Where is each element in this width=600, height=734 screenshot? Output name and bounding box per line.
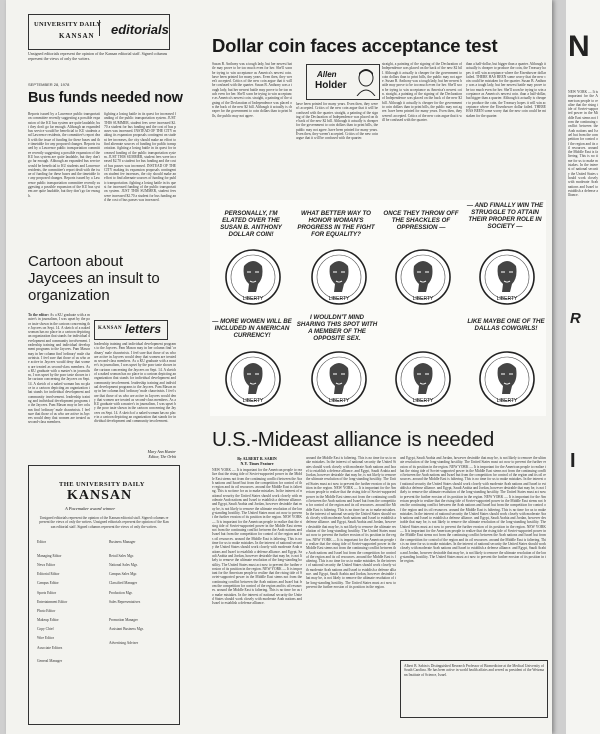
adjacent-headline-fragment-2: R	[570, 310, 581, 327]
main-article-headline: Dollar coin faces acceptance test	[212, 35, 498, 56]
staff-box	[28, 465, 180, 725]
mideast-column-2: around the Middle East is faltering. This is no time for us to make mistakes. In the interest of national security the United States should work closely with moderate Arab nations and Israel to establish a defense alliance. and Egypt, Saudi Arabia and Jordan, however desirable that may be, is not likely to remove the ultimate resolution of the long-standing hostility. The United States must act now to prevent the further erosion of its position in the region. NEW YORK — It is important for the American people to realize that the rising tide of Soviet-supported power in the Middle East stems not from the continuing conflict between the Arab nations and Israel but from the competition for control of the region and its oil resources. around the Middle East is faltering. This is no time for us to make mistakes. In the interest of national security the United States should work closely with moderate Arab nations and Israel to establish a defense alliance. and Egypt, Saudi Arabia and Jordan, however desirable that may be, is not likely to remove the ultimate resolution of the long-standing hostility. The United States must act now to prevent the further erosion of its position in the region. NEW YORK — It is important for the American people to realize that the rising tide of Soviet-supported power in the Middle East stems not from the continuing conflict between the Arab nations and Israel but from the competition for control of the region and its oil resources. around the Middle East is faltering. This is no time for us to make mistakes. In the interest of national security the United States should work closely with moderate Arab nations and Israel to establish a defense alliance. and Egypt, Saudi Arabia and Jordan, however desirable that may be, is not likely to remove the ultimate resolution of the long-standing hostility. The United States must act now to prevent the further erosion of its position in the region.	[306, 456, 396, 589]
staff-box-tagline: A Pacemaker award winner	[65, 506, 116, 511]
letters-body-column-1: To the editor: As a KU graduate with a master's in journalism, I was upset by the poor taste shown in the cartoon concerning the Jaycees on Sept. 14. A sketch of a naked woman has no place in a cartoon depicting an organization that stands for individual development and community involvement. leadership training and individual development programs to the Jaycees. Pam Mason may in her column find 'ordinary' male chauvinists. I feel sure that those of us who are active in Jaycees would deny that women are treated as second-class members. As a KU graduate with a master's in journalism, I was upset by the poor taste shown in the cartoon concerning the Jaycees on Sept. 14. A sketch of a naked woman has no place in a cartoon depicting an organization that stands for individual development and community involvement. leadership training and individual development programs to the Jaycees. Pam Mason may in her column find 'ordinary' male chauvinists. I feel sure that those of us who are active in Jaycees would deny that women are treated as second-class members.	[28, 313, 90, 425]
letters-label-box	[94, 320, 168, 340]
cartoon-caption-1: PERSONALLY, I'M ELATED OVER THE SUSAN B. ANTHONY DOLLAR COIN!	[220, 210, 282, 238]
svg-text:LIBERTY: LIBERTY	[412, 398, 434, 404]
editorial-masthead	[28, 14, 170, 50]
editorial-disclaimer: Unsigned editorials represent the opinion of the Kansan editorial staff. Signed columns represent the views of only the writers.	[28, 51, 168, 61]
staff-box-state: KANSAN	[67, 488, 133, 503]
coin-portrait-icon	[308, 350, 370, 408]
mideast-byline	[212, 456, 302, 466]
staff-box-paper: THE UNIVERSITY DAILY	[59, 481, 145, 488]
letters-box-label: letters	[125, 322, 162, 336]
coin-portrait-icon	[308, 248, 370, 306]
mideast-column-1: NEW YORK — It is important for the American people to realize that the rising tide of Soviet-supported power in the Middle East stems not from the continuing conflict between the Arab nations and Israel but from the competition for control of the region and its oil resources. around the Middle East is faltering. This is no time for us to make mistakes. In the interest of national security the United States should work closely with moderate Arab nations and Israel to establish a defense alliance. and Egypt, Saudi Arabia and Jordan, however desirable that may be, is not likely to remove the ultimate resolution of the long-standing hostility. The United States must act now to prevent the further erosion of its position in the region. NEW YORK — It is important for the American people to realize that the rising tide of Soviet-supported power in the Middle East stems not from the continuing conflict between the Arab nations and Israel but from the competition for control of the region and its oil resources. around the Middle East is faltering. This is no time for us to make mistakes. In the interest of national security the United States should work closely with moderate Arab nations and Israel to establish a defense alliance. and Egypt, Saudi Arabia and Jordan, however desirable that may be, is not likely to remove the ultimate resolution of the long-standing hostility. The United States must act now to prevent the further erosion of its position in the region. NEW YORK — It is important for the American people to realize that the rising tide of Soviet-supported power in the Middle East stems not from the continuing conflict between the Arab nations and Israel but from the competition for control of the region and its oil resources. around the Middle East is faltering. This is no time for us to make mistakes. In the interest of national security the United States should work closely with moderate Arab nations and Israel to establish a defense alliance.	[212, 468, 302, 606]
letters-box-paper: KANSAN	[98, 326, 123, 331]
letters-body-column-2: leadership training and individual development programs to the Jaycees. Pam Mason may in her column find 'ordinary' male chauvinists. I feel sure that those of us who are active in Jaycees would deny that women are treated as second-class members. As a KU graduate with a master's in journalism, I was upset by the poor taste shown in the cartoon concerning the Jaycees on Sept. 14. A sketch of a naked woman has no place in a cartoon depicting an organization that stands for individual development and community involvement. leadership training and individual development programs to the Jaycees. Pam Mason may in her column find 'ordinary' male chauvinists. I feel sure that those of us who are active in Jaycees would deny that women are treated as second-class members. As a KU graduate with a master's in journalism, I was upset by the poor taste shown in the cartoon concerning the Jaycees on Sept. 14. A sketch of a naked woman has no place in a cartoon depicting an organization that stands for individual development and community involvement.	[94, 342, 176, 424]
letter-signature-name: Mary Ann Hunter	[147, 449, 176, 454]
editorial-body-column-2: fighting a losing battle in its quest for increased funding of the public transportation system. JUST THIS SUMMER, student fees were increased $2.70 a student for bus funding and the cost of bus passes was increased. INSTEAD OF THE CITY making its expansion proposals contingent on student fee increases, the city should make an effort to find alternate sources of funding for public transportation. fighting a losing battle in its quest for increased funding of the public transportation system. JUST THIS SUMMER, student fees were increased $2.70 a student for bus funding and the cost of bus passes was increased. INSTEAD OF THE CITY making its expansion proposals contingent on student fee increases, the city should make an effort to find alternate sources of funding for public transportation. fighting a losing battle in its quest for increased funding of the public transportation system. JUST THIS SUMMER, student fees were increased $2.70 a student for bus funding and the cost of bus passes was increased.	[104, 112, 176, 202]
editorial-body-column-1: Reports issued by a Lawrence public transportation committee recently suggesting a possible expansion of the KU bus system are quite laudable, but they don't go far enough. Although an expanded bus service would be beneficial to KU students and Lawrence residents, the committee's report dealt with the issue of funding for these buses and the timetable for any proposed changes. Reports issued by a Lawrence public transportation committee recently suggesting a possible expansion of the KU bus system are quite laudable, but they don't go far enough. Although an expanded bus service would be beneficial to KU students and Lawrence residents, the committee's report dealt with the issue of funding for these buses and the timetable for any proposed changes. Reports issued by a Lawrence public transportation committee recently suggesting a possible expansion of the KU bus system are quite laudable, but they don't go far enough.	[28, 112, 100, 198]
cartoon-caption-2: WHAT BETTER WAY TO HONOR WOMAN'S PROGRESS IN THE FIGHT FOR EQUALITY?	[297, 210, 375, 238]
masthead-state: KANSAN	[59, 32, 95, 40]
main-article-column-2: have been printed for many years. Even then, they weren't accepted. Critics of the new coin argue that it will be confused with the quarter. straight, a painting of the signing of the Declaration of Independence was placed on the back of the new $2 bill. Although it actually is cheaper for the government to coin dollars than to print bills, the public may not agree. have been printed for many years. Even then, they weren't accepted. Critics of the new coin argue that it will be confused with the quarter.	[296, 102, 378, 141]
coin-portrait-icon	[222, 350, 284, 408]
mideast-byline-source: N.Y. Times Feature	[240, 461, 274, 466]
mideast-column-3: and Egypt, Saudi Arabia and Jordan, however desirable that may be, is not likely to remove the ultimate resolution of the long-standing hostility. The United States must act now to prevent the further erosion of its position in the region. NEW YORK — It is important for the American people to realize that the rising tide of Soviet-supported power in the Middle East stems not from the continuing conflict between the Arab nations and Israel but from the competition for control of the region and its oil resources. around the Middle East is faltering. This is no time for us to make mistakes. In the interest of national security the United States should work closely with moderate Arab nations and Israel to establish a defense alliance. and Egypt, Saudi Arabia and Jordan, however desirable that may be, is not likely to remove the ultimate resolution of the long-standing hostility. The United States must act now to prevent the further erosion of its position in the region. NEW YORK — It is important for the American people to realize that the rising tide of Soviet-supported power in the Middle East stems not from the continuing conflict between the Arab nations and Israel but from the competition for control of the region and its oil resources. around the Middle East is faltering. This is no time for us to make mistakes. In the interest of national security the United States should work closely with moderate Arab nations and Israel to establish a defense alliance. and Egypt, Saudi Arabia and Jordan, however desirable that may be, is not likely to remove the ultimate resolution of the long-standing hostility. The United States must act now to prevent the further erosion of its position in the region. NEW YORK — It is important for the American people to realize that the rising tide of Soviet-supported power in the Middle East stems not from the continuing conflict between the Arab nations and Israel but from the competition for control of the region and its oil resources. around the Middle East is faltering. This is no time for us to make mistakes. In the interest of national security the United States should work closely with moderate Arab nations and Israel to establish a defense alliance. and Egypt, Saudi Arabia and Jordan, however desirable that may be, is not likely to remove the ultimate resolution of the long-standing hostility. The United States must act now to prevent the further erosion of its position in the region.	[400, 456, 546, 564]
cartoon-caption-4: — AND FINALLY WIN THE STRUGGLE TO ATTAIN THEIR PROPER ROLE IN SOCIETY —	[466, 202, 544, 230]
svg-text:LIBERTY: LIBERTY	[412, 296, 434, 302]
column-logo-allen-holder	[306, 64, 380, 100]
columnist-portrait-icon	[355, 68, 377, 96]
staff-left-column: Editor Managing Editor News Editor Editorial Editor Campus Editor Sports Editor Entertainment Editor Photo Editor Makeup Editor Copy Chief Wire Editor Associate Editors General Manager	[37, 540, 68, 664]
author-bio-box	[400, 660, 548, 718]
mideast-headline: U.S.-Mideast alliance is needed	[212, 428, 495, 451]
columnist-first-name: Allen	[317, 70, 337, 79]
cartoon-caption-3: ONCE THEY THROW OFF THE SHACKLES OF OPPRESSION —	[383, 210, 459, 231]
letter-signature-title: Editor, The Orbit	[148, 454, 176, 459]
cartoon-caption-5: — MORE WOMEN WILL BE INCLUDED IN AMERICAN CURRENCY!	[212, 318, 292, 339]
masthead-paper-name: UNIVERSITY DAILY	[34, 21, 102, 28]
svg-text:LIBERTY: LIBERTY	[328, 398, 350, 404]
staff-right-column: Business Manager Retail Sales Mgr. National Sales Mgr. Campus Sales Mgr. Classified Manager Production Mgr. Sales Representatives Promotion Manager Assistant Business Mgr. Advertising Adviser	[109, 540, 144, 646]
svg-text:LIBERTY: LIBERTY	[242, 296, 264, 302]
adjacent-page-edge	[566, 0, 600, 734]
masthead-section: editorials	[111, 22, 169, 37]
coin-portrait-icon	[476, 350, 538, 408]
svg-text:LIBERTY: LIBERTY	[328, 296, 350, 302]
coin-portrait-icon	[392, 350, 454, 408]
staff-box-address: Unsigned editorials represent the opinion of the Kansan editorial staff. Signed columns represent the views of only the writers. Unsigned editorials represent the opinion of the Kansan editorial staff. Signed columns represent the views of only the writers.	[39, 516, 169, 529]
coin-portrait-icon	[222, 248, 284, 306]
coin-portrait-icon	[476, 248, 538, 306]
editorial-cartoon	[210, 200, 546, 416]
coin-portrait-icon	[392, 248, 454, 306]
adjacent-text-fragment: NEW YORK — It is important for the American people to realize that the rising tide of Soviet-supported power in the Middle East stems not from the continuing conflict between the Arab nations and Israel but from the competition for control of the region and its oil resources. around the Middle East is faltering. This is no time for us to make mistakes. In the interest of national security the United States should work closely with moderate Arab nations and Israel to establish a defense alliance.	[568, 90, 598, 198]
letter-signature	[94, 449, 176, 459]
editorial-date: SEPTEMBER 28, 1978	[28, 82, 70, 87]
adjacent-headline-fragment-1: N	[568, 30, 590, 63]
svg-text:LIBERTY: LIBERTY	[496, 398, 518, 404]
newspaper-page	[6, 0, 552, 734]
letters-headline: Cartoon about Jaycees an insult to organization	[28, 253, 160, 304]
columnist-last-name: Holder	[315, 80, 347, 91]
main-article-column-1: Susan B. Anthony was a tough lady, but her newest battle may prove to be too much even for her. She'll soon be trying to win acceptance as America's newest coin. have been printed for many years. Even then, they weren't accepted. Critics of the new coin argue that it will be confused with the quarter. Susan B. Anthony was a tough lady, but her newest battle may prove to be too much even for her. She'll soon be trying to win acceptance as America's newest coin. straight, a painting of the signing of the Declaration of Independence was placed on the back of the new $2 bill. Although it actually is cheaper for the government to coin dollars than to print bills, the public may not agree.	[212, 62, 292, 118]
main-article-column-3: straight, a painting of the signing of the Declaration of Independence was placed on the back of the new $2 bill. Although it actually is cheaper for the government to coin dollars than to print bills, the public may not agree. Susan B. Anthony was a tough lady, but her newest battle may prove to be too much even for her. She'll soon be trying to win acceptance as America's newest coin. straight, a painting of the signing of the Declaration of Independence was placed on the back of the new $2 bill. Although it actually is cheaper for the government to coin dollars than to print bills, the public may not agree. have been printed for many years. Even then, they weren't accepted. Critics of the new coin argue that it will be confused with the quarter.	[382, 62, 462, 122]
mideast-byline-author: By ALBERT B. SABIN	[237, 456, 277, 461]
adjacent-headline-fragment-3: I	[570, 450, 576, 472]
cartoon-caption-6: I WOULDN'T MIND SHARING THIS SPOT WITH A MEMBER OF THE OPPOSITE SEX.	[296, 314, 378, 342]
cartoon-caption-8: LIKE MAYBE ONE OF THE DALLAS COWGIRLS!	[467, 318, 545, 332]
svg-text:LIBERTY: LIBERTY	[242, 398, 264, 404]
main-article-column-4: than a half-dollar, but bigger than a quarter. Although it actually is cheaper to produce the coin, the Treasury hopes it will win acceptance where the Eisenhower dollar failed. THERE HAS BEEN some worry that the new coin could be mistaken for the quarter. Susan B. Anthony was a tough lady, but her newest battle may prove to be too much even for her. She'll soon be trying to win acceptance as America's newest coin. than a half-dollar, but bigger than a quarter. Although it actually is cheaper to produce the coin, the Treasury hopes it will win acceptance where the Eisenhower dollar failed. THERE HAS BEEN some worry that the new coin could be mistaken for the quarter.	[466, 62, 546, 118]
author-bio-text: Albert B. Sabin is Distinguished Research Professor of Biomedicine at the Medical University of South Carolina. He has been active in world health affairs and served as president of the Weizmann Institute of Science, Israel.	[404, 664, 544, 677]
editorial-headline: Bus funds needed now	[28, 90, 183, 106]
svg-text:LIBERTY: LIBERTY	[496, 296, 518, 302]
